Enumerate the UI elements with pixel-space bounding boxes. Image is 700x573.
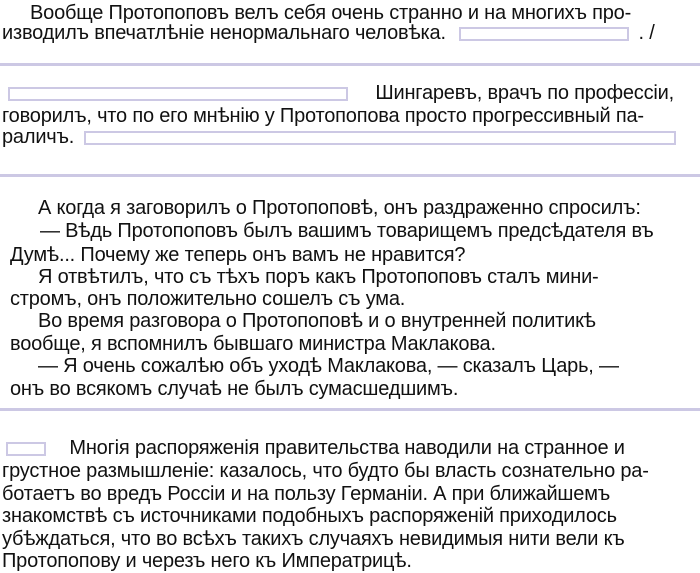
text-fragment: . / [638,22,655,44]
text-line [8,82,674,104]
text-line: говорилъ, что по его мнѣнію у Протопопова просто прогрессивный па- [2,105,644,127]
text-line [6,437,625,459]
redaction-box [459,27,629,41]
text-line: — Я очень сожалѣю объ уходѣ Маклакова, — сказалъ Царь, — [38,355,619,377]
text-line: грустное размышленіе: казалось, что будто бы власть сознательно ра- [2,460,649,482]
text-fragment: Многія распоряженія правительства наводили на странное и [69,437,625,459]
section-divider [0,408,700,411]
text-line: знакомствѣ съ источниками подобныхъ распоряженій приходилось [2,505,617,527]
text-line: Я отвѣтилъ, что съ тѣхъ поръ какъ Протопоповъ сталъ мини- [38,266,599,288]
redaction-box [6,442,46,456]
text-fragment: изводилъ впечатлѣніе ненормальнаго человѣка. [2,22,446,44]
text-line: Вообще Протопоповъ велъ себя очень странно и на многихъ про- [30,2,632,24]
text-line: стромъ, онъ положительно сошелъ съ ума. [10,288,406,310]
redaction-box [8,87,348,101]
text-fragment: Шингаревъ, врачъ по профессіи, [375,82,674,104]
text-line: ботаетъ во вредъ Россіи и на пользу Германіи. А при ближайшемъ [2,483,611,505]
text-line: Протопопову и черезъ него къ Императрицѣ. [2,550,412,572]
section-divider [0,174,700,177]
text-line: онъ во всякомъ случаѣ не былъ сумасшедшимъ. [10,378,459,400]
section-divider [0,63,700,66]
text-line: А когда я заговорилъ о Протопоповѣ, онъ раздраженно спросилъ: [38,197,641,219]
text-line [2,22,655,44]
redaction-box [84,131,676,145]
text-fragment: раличъ. [2,126,75,148]
text-line: — Вѣдь Протопоповъ былъ вашимъ товарищемъ предсѣдателя въ [40,220,654,242]
text-line [2,126,676,148]
text-line: Во время разговора о Протопоповѣ и о внутренней политикѣ [38,310,596,332]
text-line: Думѣ... Почему же теперь онъ вамъ не нравится? [10,244,466,266]
text-line: вообще, я вспомнилъ бывшаго министра Маклакова. [10,333,496,355]
text-line: убѣждаться, что во всѣхъ такихъ случаяхъ невидимыя нити вели къ [2,528,625,550]
